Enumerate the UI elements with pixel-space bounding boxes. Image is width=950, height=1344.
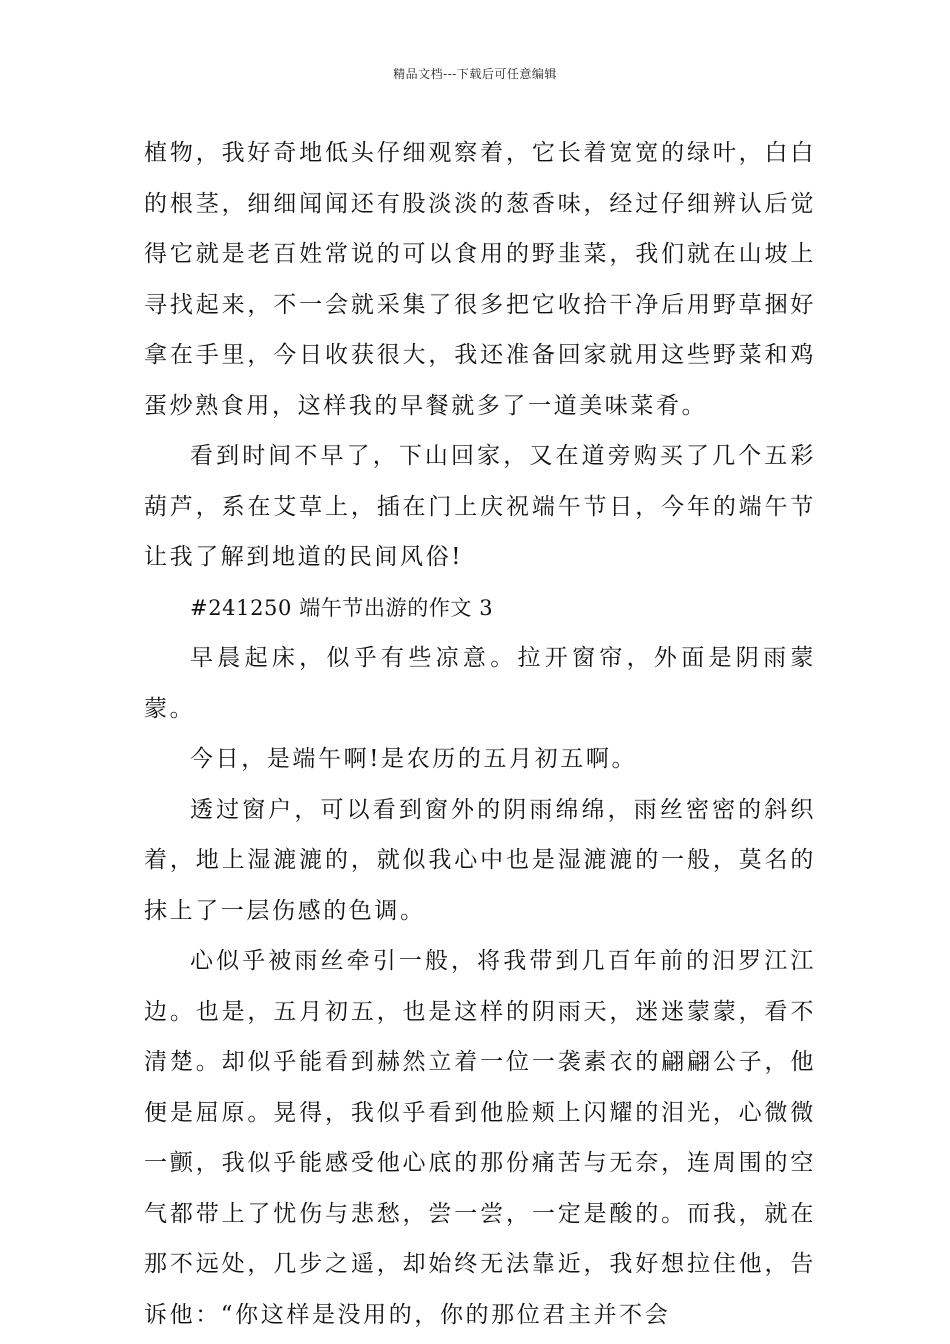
document-body — [144, 128, 816, 1340]
paragraph: 今日，是端午啊!是农历的五月初五啊。 — [190, 746, 638, 772]
paragraph: 透过窗户，可以看到窗外的阴雨绵绵，雨丝密密的斜织着，地上湿漉漉的，就似我心中也是湿漉漉的一般，莫名的抹上了一层伤感的色调。 — [144, 796, 816, 924]
page-header: 精品文档---下载后可任意编辑 — [393, 67, 557, 81]
paragraph: 早晨起床，似乎有些凉意。拉开窗帘，外面是阴雨蒙蒙。 — [144, 645, 816, 722]
paragraph-continued: 植物，我好奇地低头仔细观察着，它长着宽宽的绿叶，白白的根茎，细细闻闻还有股淡淡的葱香味，经过仔细辨认后觉得它就是老百姓常说的可以食用的野韭菜，我们就在山坡上寻找起来，不一会就采集了很多把它收拾干净后用野草捆好拿在手里，今日收获很大，我还准备回家就用这些野菜和鸡蛋炒熟食用，这样我的早餐就多了一道美味菜肴。 — [144, 140, 816, 419]
paragraph: 看到时间不早了，下山回家，又在道旁购买了几个五彩葫芦，系在艾草上，插在门上庆祝端午节日，今年的端午节让我了解到地道的民间风俗! — [144, 443, 816, 570]
paragraph: 心似乎被雨丝牵引一般，将我带到几百年前的汨罗江江边。也是，五月初五，也是这样的阴雨天，迷迷蒙蒙，看不清楚。却似乎能看到赫然立着一位一袭素衣的翩翩公子，他便是屈原。晃得，我似乎看到他脸颊上闪耀的泪光，心微微一颤，我似乎能感受他心底的那份痛苦与无奈，连周围的空气都带上了忧伤与悲愁，尝一尝，一定是酸的。而我，就在那不远处，几步之遥，却始终无法靠近，我好想拉住他，告诉他：“你这样是没用的，你的那位君主并不会 — [144, 948, 816, 1328]
essay-heading: #241250 端午节出游的作文 3 — [190, 595, 494, 620]
